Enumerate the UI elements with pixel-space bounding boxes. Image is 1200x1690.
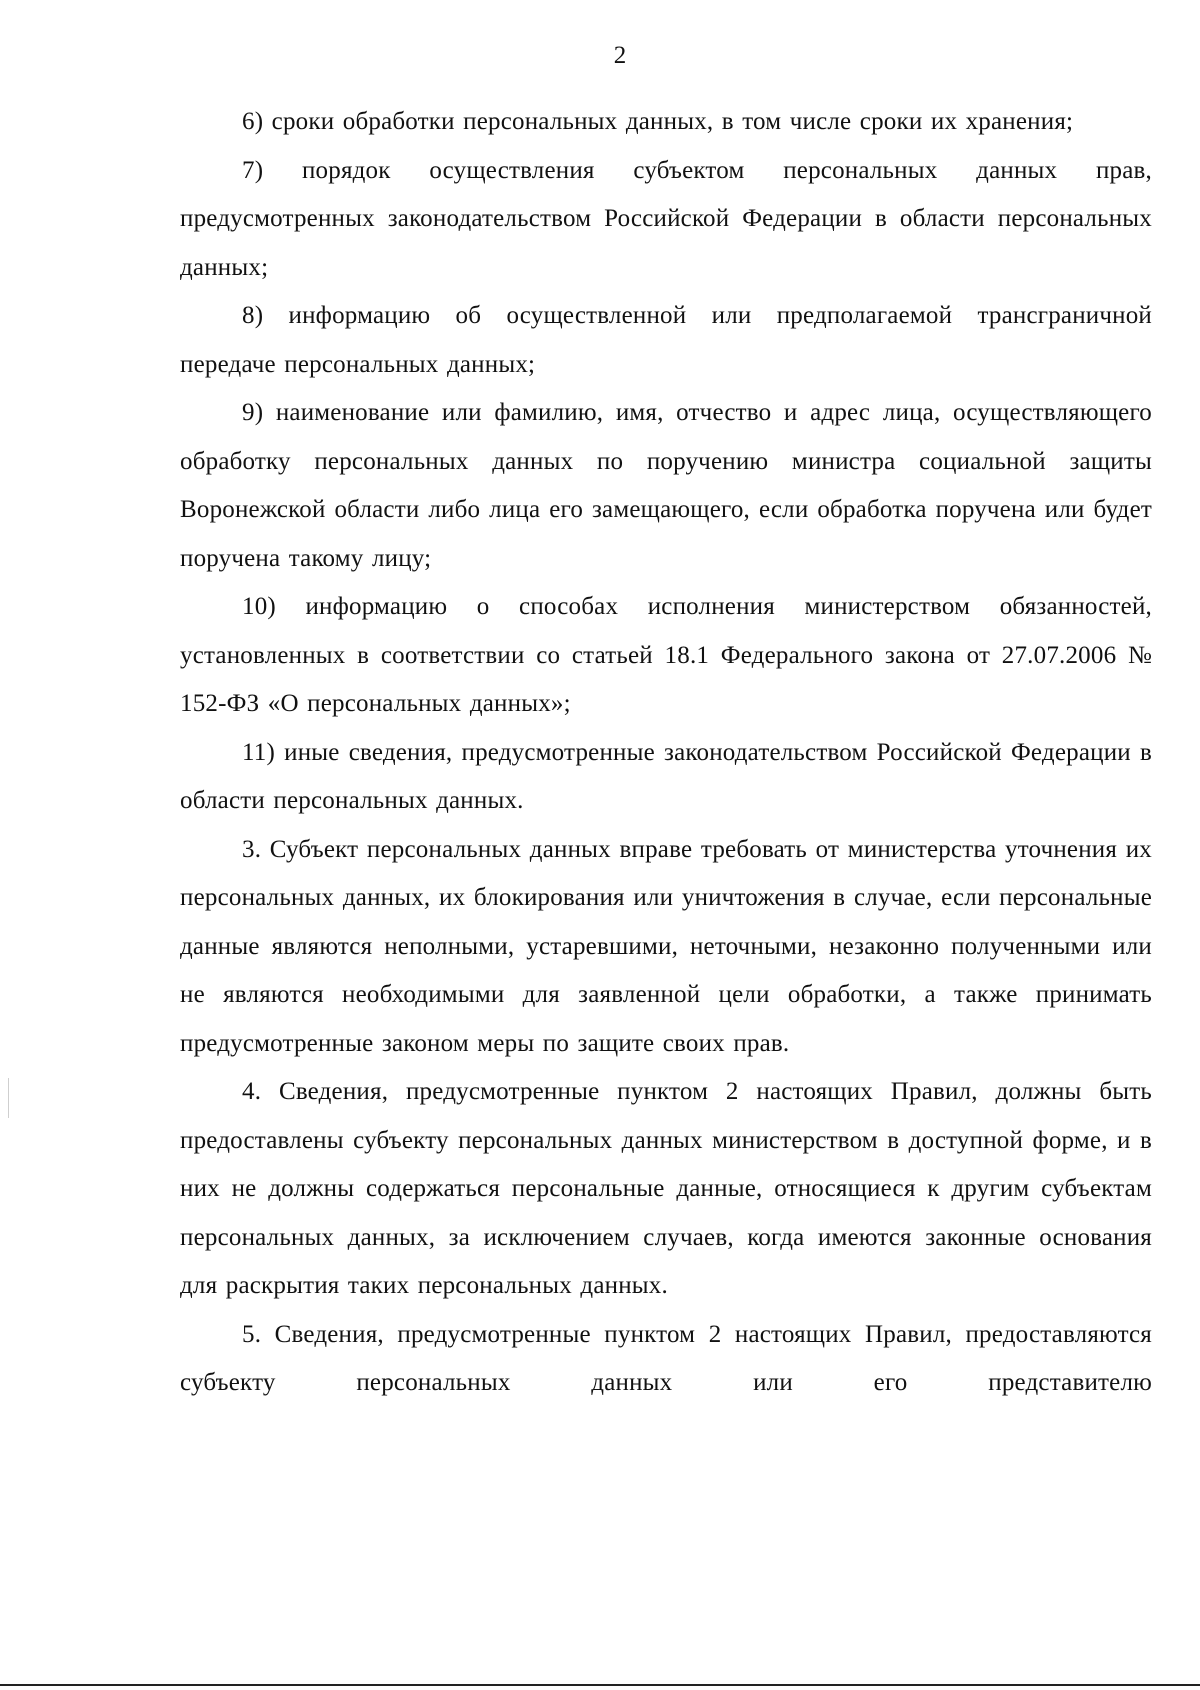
- bottom-rule-divider: [0, 1684, 1200, 1686]
- page-number: 2: [613, 42, 627, 69]
- paragraph-item-11: 11) иные сведения, предусмотренные законодательством Российской Федерации в области персональных данных.: [180, 738, 1152, 814]
- document-body: [180, 98, 1152, 1408]
- paragraph-clause-3: 3. Субъект персональных данных вправе требовать от министерства уточнения их персональных данных, их блокирования или уничтожения в случае, если персональные данные являются неполными, устаревшими, неточными, незаконно полученными или не являются необходимыми для заявленной цели обработки, а также принимать предусмотренные законом меры по защите своих прав.: [180, 835, 1152, 1057]
- paragraph-item-9: 9) наименование или фамилию, имя, отчество и адрес лица, осуществляющего обработку персональных данных по поручению министра социальной защиты Воронежской области либо лица его замещающего, если обработка поручена или будет поручена такому лицу;: [180, 399, 1152, 572]
- paragraph-clause-5: 5. Сведения, предусмотренные пунктом 2 настоящих Правил, предоставляются субъекту персональных данных или его представителю: [180, 1320, 1152, 1396]
- paragraph-item-6: 6) сроки обработки персональных данных, в том числе сроки их хранения;: [242, 108, 1074, 135]
- paragraph-clause-4: 4. Сведения, предусмотренные пунктом 2 настоящих Правил, должны быть предоставлены субъекту персональных данных министерством в доступной форме, и в них не должны содержаться персональные данные, относящиеся к другим субъектам персональных данных, за исключением случаев, когда имеются законные основания для раскрытия таких персональных данных.: [180, 1078, 1152, 1299]
- paragraph-item-10: 10) информацию о способах исполнения министерством обязанностей, установленных в соответствии со статьей 18.1 Федерального закона от 27.07.2006 № 152-ФЗ «О персональных данных»;: [180, 593, 1152, 717]
- paragraph-item-7: 7) порядок осуществления субъектом персональных данных прав, предусмотренных законодательством Российской Федерации в области персональных данных;: [180, 156, 1152, 281]
- scan-edge-mark: [8, 1078, 9, 1118]
- paragraph-item-8: 8) информацию об осуществленной или предполагаемой трансграничной передаче персональных данных;: [180, 302, 1152, 378]
